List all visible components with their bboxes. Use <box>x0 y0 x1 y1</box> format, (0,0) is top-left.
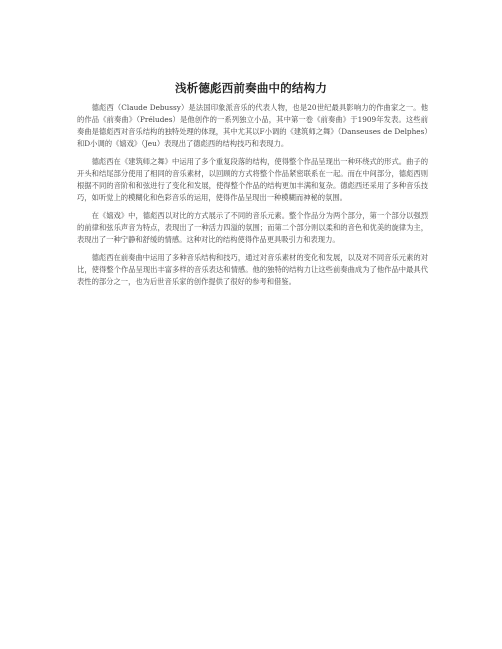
paragraph-1: 德彪西（Claude Debussy）是法国印象派音乐的代表人物，也是20世纪最具影响力的作曲家之一。他的作品《前奏曲》（Préludes）是他创作的一系列独立小品，其中第一卷《前奏曲》于1909年发表。这些前奏曲是德彪西对音乐结构的独特处理的体现，其中尤其以F小调的《建筑师之舞》（Danseuses de Delphes）和D小调的《嬉戏》（Jeu）表现出了德彪西的结构技巧和表现力。 <box>77 103 428 148</box>
document-body <box>77 102 428 294</box>
paragraph-4: 德彪西在前奏曲中运用了多种音乐结构和技巧，通过对音乐素材的变化和发展，以及对不同音乐元素的对比，使得整个作品呈现出丰富多样的音乐表达和情感。他的独特的结构力让这些前奏曲成为了他作品中最具代表性的部分之一，也为后世音乐家的创作提供了很好的参考和借鉴。 <box>77 253 428 286</box>
paragraph-2: 德彪西在《建筑师之舞》中运用了多个重复段落的结构，使得整个作品呈现出一种环绕式的形式。曲子的开头和结尾部分使用了相同的音乐素材，以回顾的方式将整个作品紧密联系在一起。而在中间部分，德彪西则根据不同的音阶和和弦进行了变化和发展，使得整个作品的结构更加丰满和复杂。德彪西还采用了多种音乐技巧，如听觉上的模糊化和色彩音乐的运用，使得作品呈现出一种模糊而神秘的氛围。 <box>77 157 428 202</box>
paragraph-3: 在《嬉戏》中，德彪西以对比的方式展示了不同的音乐元素。整个作品分为两个部分，第一个部分以强烈的前律和弦乐声音为特点，表现出了一种活力四溢的氛围；而第二个部分则以柔和的音色和优美的旋律为主，表现出了一种宁静和舒缓的情感。这种对比的结构使得作品更具吸引力和表现力。 <box>77 211 428 244</box>
document-title: 浅析德彪西前奏曲中的结构力 <box>174 81 328 95</box>
